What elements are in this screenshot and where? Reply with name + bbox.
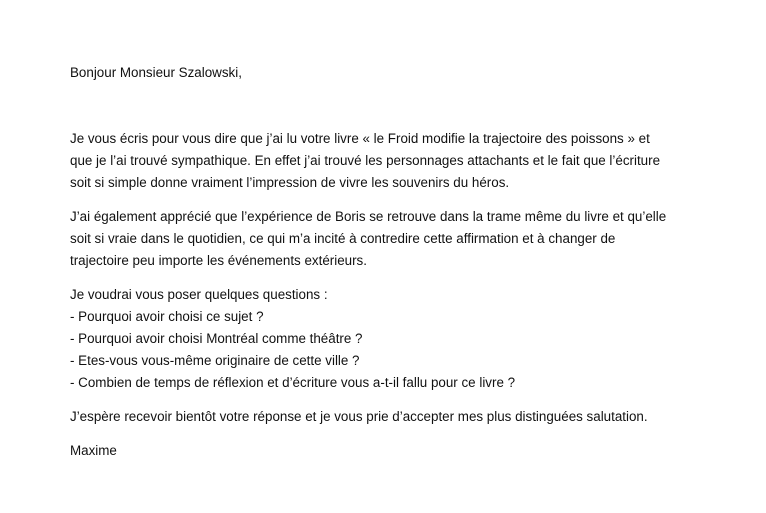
signature: Maxime	[70, 443, 117, 458]
paragraph-1-line: soit si simple donne vraiment l’impression de vivre les souvenirs du héros.	[70, 175, 510, 190]
paragraph-2-line: J’ai également apprécié que l’expérience de Boris se retrouve dans la trame même du livre et qu’elle	[70, 209, 667, 224]
questions-block	[70, 284, 710, 394]
question-item: - Pourquoi avoir choisi ce sujet ?	[70, 309, 264, 324]
paragraph-1-line: que je l’ai trouvé sympathique. En effet j’ai trouvé les personnages attachants et le fait que l’écriture	[70, 153, 661, 168]
question-item: - Etes-vous vous-même originaire de cette ville ?	[70, 353, 360, 368]
letter-body	[70, 62, 710, 462]
paragraph-2-line: soit si vraie dans le quotidien, ce qui m’a incité à contredire cette affirmation et à changer de	[70, 231, 616, 246]
questions-intro: Je voudrai vous poser quelques questions :	[70, 287, 328, 302]
paragraph-2	[70, 206, 710, 272]
paragraph-2-line: trajectoire peu importe les événements extérieurs.	[70, 253, 367, 268]
paragraph-1	[70, 128, 710, 194]
question-item: - Pourquoi avoir choisi Montréal comme théâtre ?	[70, 331, 363, 346]
paragraph-1-line: Je vous écris pour vous dire que j’ai lu votre livre « le Froid modifie la trajectoire des poissons » et	[70, 131, 650, 146]
question-item: - Combien de temps de réflexion et d’écriture vous a-t-il fallu pour ce livre ?	[70, 375, 516, 390]
closing: J’espère recevoir bientôt votre réponse et je vous prie d’accepter mes plus distinguées salutation.	[70, 409, 648, 424]
greeting: Bonjour Monsieur Szalowski,	[70, 65, 242, 80]
